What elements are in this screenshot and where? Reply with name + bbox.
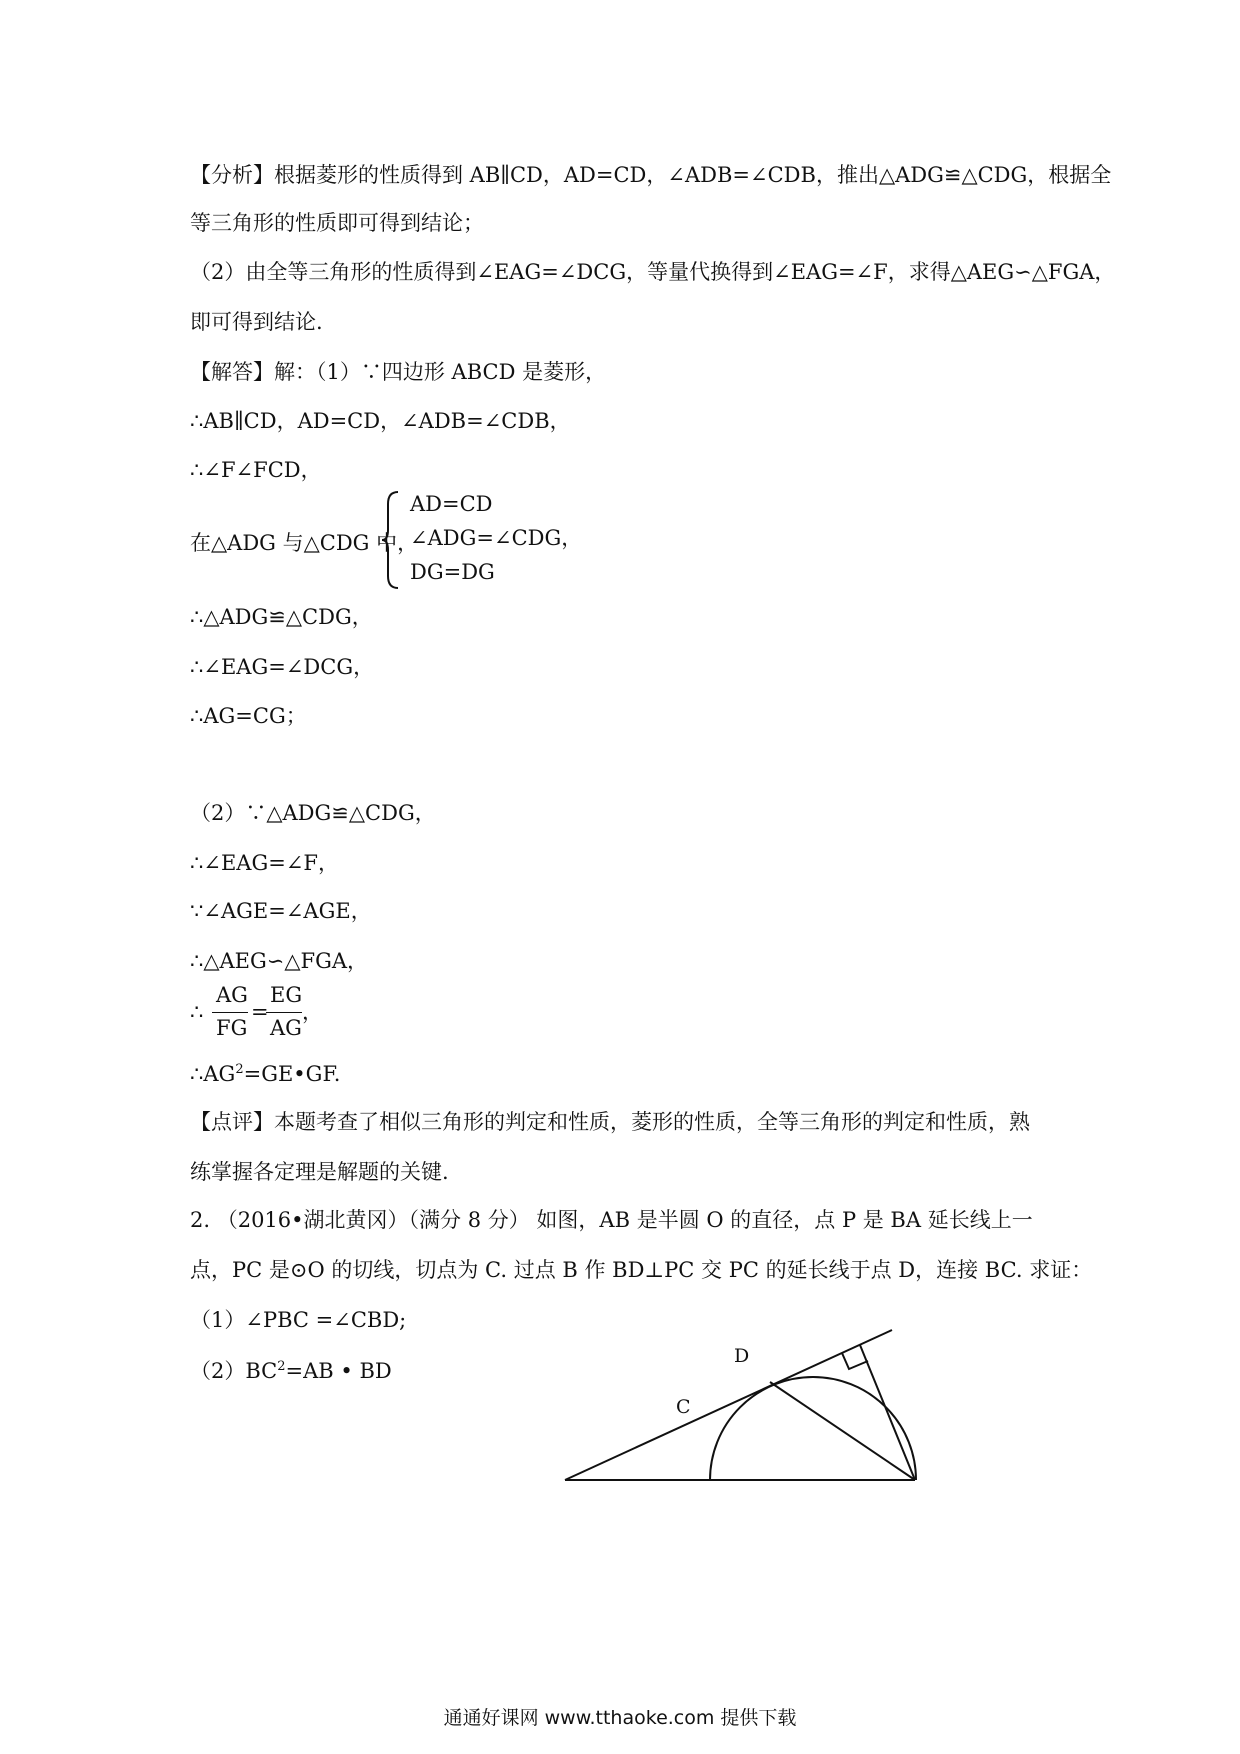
solution-line-3: ∴∠F∠FCD， [190, 458, 322, 482]
solution-line-7: ∴AG=CG； [190, 704, 307, 728]
fraction-2-denominator: AG [270, 1016, 302, 1040]
therefore-symbol: ∴ [190, 1000, 204, 1024]
problem2-line-1: 2. （2016•湖北黄冈）（满分 8 分） 如图，AB 是半圆 O 的直径，点 P 是 BA 延长线上一 [190, 1208, 1033, 1232]
fraction-equals: = [251, 1000, 269, 1024]
solution-line-4-prefix: 在△ADG 与△CDG 中， [190, 531, 419, 555]
part2-line-3: ∵∠AGE=∠AGE， [190, 899, 372, 923]
analysis-line-1: 【分析】根据菱形的性质得到 AB∥CD，AD=CD，∠ADB=∠CDB，推出△ADG≌△CDG，根据全 [190, 163, 1112, 187]
analysis-line-3: （2）由全等三角形的性质得到∠EAG=∠DCG，等量代换得到∠EAG=∠F，求得△AEG∽△FGA， [190, 260, 1116, 284]
fraction-1-denominator: FG [216, 1016, 248, 1040]
fraction-suffix: ， [302, 1000, 323, 1024]
q2-superscript: 2 [277, 1359, 286, 1374]
fraction-equation [190, 983, 323, 1045]
part2-line-4: ∴△AEG∽△FGA， [190, 949, 369, 973]
solution-final-line [190, 1063, 340, 1085]
segment-cb [770, 1382, 915, 1480]
segment-db [860, 1345, 915, 1480]
label-d: D [734, 1345, 750, 1367]
fraction-1-bar [212, 1012, 248, 1013]
final-prefix: ∴AG [190, 1062, 236, 1086]
geometry-figure [560, 1325, 920, 1505]
problem2-question-1: （1）∠PBC =∠CBD; [190, 1308, 407, 1332]
comment-line-1: 【点评】本题考查了相似三角形的判定和性质，菱形的性质，全等三角形的判定和性质，熟 [190, 1110, 1030, 1134]
label-c: C [676, 1396, 691, 1418]
final-superscript: 2 [235, 1062, 244, 1077]
page-footer: 通通好课网 www.tthaoke.com 提供下载 [443, 1707, 797, 1729]
problem2-question-2 [190, 1360, 392, 1382]
solution-line-2: ∴AB∥CD，AD=CD，∠ADB=∠CDB， [190, 409, 571, 433]
part2-line-2: ∴∠EAG=∠F， [190, 851, 339, 875]
comment-line-2: 练掌握各定理是解题的关键. [190, 1160, 449, 1184]
equation-system [380, 490, 583, 590]
problem2-line-2: 点，PC 是⊙O 的切线，切点为 C. 过点 B 作 BD⊥PC 交 PC 的延长线于点 D，连接 BC. 求证： [190, 1258, 1093, 1282]
tangent-line-pd [565, 1330, 892, 1480]
analysis-line-2: 等三角形的性质即可得到结论； [190, 211, 484, 235]
left-brace-icon [380, 490, 404, 590]
solution-line-1: 【解答】解：（1）∵四边形 ABCD 是菱形， [190, 360, 607, 384]
system-equation-3: DG=DG [410, 560, 495, 584]
q2-suffix: =AB • BD [285, 1359, 392, 1383]
semicircle-arc [710, 1377, 916, 1480]
fraction-2-bar [266, 1012, 302, 1013]
analysis-line-4: 即可得到结论. [190, 310, 323, 334]
solution-line-5: ∴△ADG≌△CDG， [190, 605, 373, 629]
fraction-2-numerator: EG [270, 983, 303, 1007]
system-equation-1: AD=CD [410, 492, 493, 516]
part2-line-1: （2）∵△ADG≌△CDG， [190, 801, 436, 825]
solution-line-6: ∴∠EAG=∠DCG， [190, 655, 375, 679]
fraction-1-numerator: AG [216, 983, 248, 1007]
final-suffix: =GE•GF. [243, 1062, 341, 1086]
system-equation-2: ∠ADG=∠CDG， [410, 526, 583, 550]
q2-prefix: （2）BC [190, 1359, 278, 1383]
